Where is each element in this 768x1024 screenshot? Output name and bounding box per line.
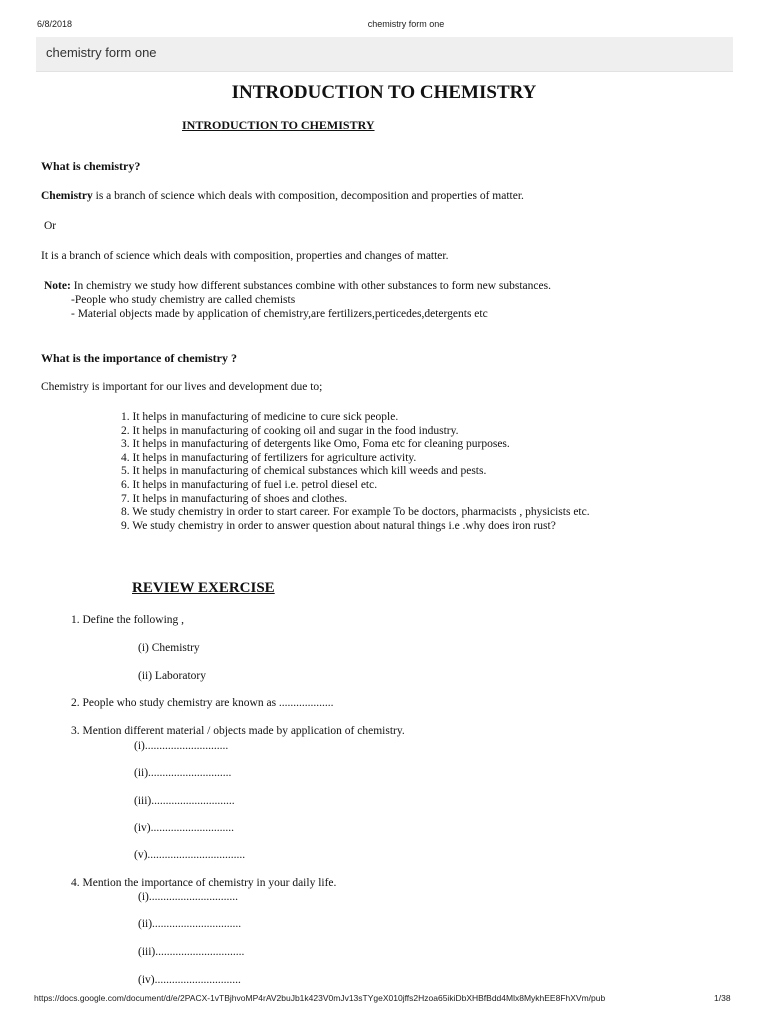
importance-list — [121, 411, 590, 533]
list-item: 8. We study chemistry in order to start career. For example To be doctors, pharmacists , physicists etc. — [121, 506, 590, 519]
answer-blank: (iii)............................. — [134, 795, 235, 807]
definition-1 — [41, 190, 524, 202]
page-url[interactable]: https://docs.google.com/document/d/e/2PACX-1vTBjhvoMP4rAV2buJb1k423V0mJv13sTYgeX010jffs2Hzoa65ikiDbXHBfBdd4Mlx8MykhEE8FhXVm/pub — [34, 993, 606, 1003]
note-line-3: - Material objects made by application of chemistry,are fertilizers,perticedes,detergents etc — [71, 308, 488, 320]
definition-text: is a branch of science which deals with composition, decomposition and properties of matter. — [92, 190, 524, 202]
list-item: 5. It helps in manufacturing of chemical substances which kill weeds and pests. — [121, 465, 487, 478]
doc-title-bar — [36, 37, 733, 72]
print-title: chemistry form one — [367, 19, 445, 29]
review-question-3: 3. Mention different material / objects made by application of chemistry. — [71, 725, 405, 737]
note-text: In chemistry we study how different substances combine with other substances to form new substances. — [70, 280, 551, 292]
review-q1-item: (i) Chemistry — [138, 642, 200, 654]
main-title: INTRODUCTION TO CHEMISTRY — [231, 82, 537, 103]
answer-blank: (iii)............................... — [138, 946, 245, 958]
importance-intro: Chemistry is important for our lives and development due to; — [41, 381, 323, 393]
answer-blank: (iv).............................. — [138, 974, 241, 986]
list-item: 9. We study chemistry in order to answer question about natural things i.e .why does iron rust? — [121, 519, 556, 532]
review-question-4: 4. Mention the importance of chemistry in your daily life. — [71, 877, 337, 889]
answer-blank: (ii)............................... — [138, 918, 242, 930]
answer-blank: (i)............................... — [138, 891, 238, 903]
definition-2: It is a branch of science which deals with composition, properties and changes of matter. — [41, 250, 449, 262]
print-date: 6/8/2018 — [37, 19, 73, 29]
or-text: Or — [44, 220, 57, 232]
list-item: 2. It helps in manufacturing of cooking oil and sugar in the food industry. — [121, 424, 459, 437]
answer-blank: (v).................................. — [134, 849, 246, 861]
review-q1-item: (ii) Laboratory — [138, 670, 207, 682]
list-item: 4. It helps in manufacturing of fertilizers for agriculture activity. — [121, 451, 417, 464]
note-label: Note: — [44, 280, 71, 292]
note-line-1 — [44, 280, 551, 292]
review-heading: REVIEW EXERCISE — [132, 580, 275, 596]
question-importance: What is the importance of chemistry ? — [41, 351, 237, 365]
answer-blank: (iv)............................. — [134, 822, 234, 834]
note-line-2: -People who study chemistry are called chemists — [71, 294, 296, 306]
review-question-2: 2. People who study chemistry are known as ................... — [71, 697, 334, 709]
list-item: 7. It helps in manufacturing of shoes and clothes. — [121, 492, 348, 505]
doc-title: chemistry form one — [46, 45, 157, 60]
list-item: 3. It helps in manufacturing of detergents like Omo, Foma etc for cleaning purposes. — [121, 438, 510, 451]
list-item: 6. It helps in manufacturing of fuel i.e. petrol diesel etc. — [121, 478, 378, 491]
page-number: 1/38 — [714, 993, 731, 1003]
question-what-is-chemistry: What is chemistry? — [41, 159, 141, 173]
definition-term: Chemistry — [41, 190, 93, 202]
review-question-1: 1. Define the following , — [71, 614, 185, 626]
list-item: 1. It helps in manufacturing of medicine to cure sick people. — [121, 411, 399, 423]
answer-blank: (ii)............................. — [134, 767, 232, 779]
subtitle: INTRODUCTION TO CHEMISTRY — [182, 118, 375, 132]
answer-blank: (i)............................. — [134, 740, 229, 752]
